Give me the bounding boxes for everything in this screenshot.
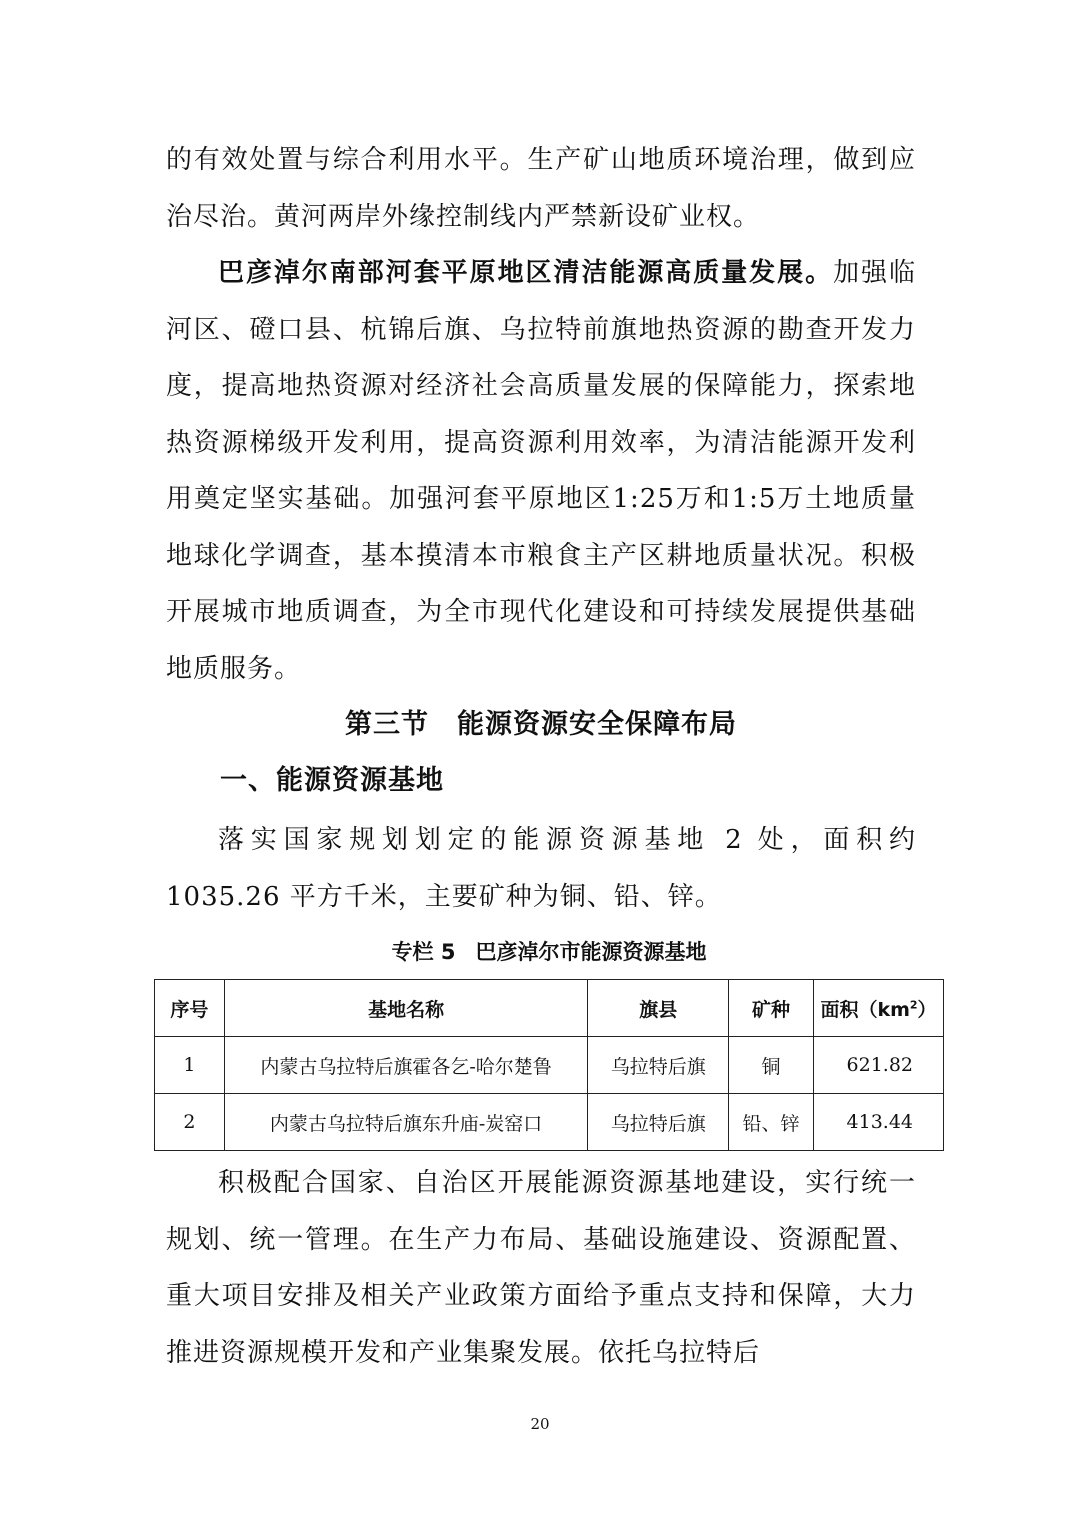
header-area-close: ） bbox=[917, 998, 937, 1021]
table-caption-title: 巴彦淖尔市能源资源基地 bbox=[475, 940, 707, 964]
header-mineral: 矿种 bbox=[729, 980, 814, 1037]
cell-index: 2 bbox=[155, 1094, 225, 1151]
bottom-paragraph: 积极配合国家、自治区开展能源资源基地建设，实行统一规划、统一管理。在生产力布局、基础设施建设、资源配置、重大项目安排及相关产业政策方面给予重点支持和保障，大力推进资源规模开发和产业集聚发展。依托乌拉特后 bbox=[166, 1168, 916, 1368]
section-heading: 能源资源安全保障布局 bbox=[457, 709, 737, 740]
bottom-text-block bbox=[166, 1155, 916, 1381]
energy-base-table bbox=[154, 979, 944, 1151]
cell-base-name: 内蒙古乌拉特后旗霍各乞-哈尔楚鲁 bbox=[224, 1037, 588, 1094]
table-header-row bbox=[155, 980, 944, 1037]
cell-area: 621.82 bbox=[813, 1037, 943, 1094]
subsection-title: 一、能源资源基地 bbox=[220, 765, 444, 796]
top-text-block bbox=[166, 132, 916, 697]
table-caption-number: 专栏 5 bbox=[391, 940, 456, 964]
cell-area: 413.44 bbox=[813, 1094, 943, 1151]
section-number: 第三节 bbox=[345, 709, 429, 740]
paragraph-clean-energy bbox=[166, 245, 916, 697]
cell-base-name: 内蒙古乌拉特后旗东升庙-炭窑口 bbox=[224, 1094, 588, 1151]
table-row bbox=[155, 1094, 944, 1151]
intro-text-block bbox=[166, 812, 916, 925]
cell-county: 乌拉特后旗 bbox=[588, 1037, 729, 1094]
paragraph-body: 加强临河区、磴口县、杭锦后旗、乌拉特前旗地热资源的勘查开发力度，提高地热资源对经济社会高质量发展的保障能力，探索地热资源梯级开发利用，提高资源利用效率，为清洁能源开发利用奠定坚实基础。加强河套平原地区1:25万和1:5万土地质量地球化学调查，基本摸清本市粮食主产区耕地质量状况。积极开展城市地质调查，为全市现代化建设和可持续发展提供基础地质服务。 bbox=[166, 258, 916, 684]
header-area-label: 面积（km bbox=[820, 998, 910, 1021]
header-area bbox=[813, 980, 943, 1037]
header-index: 序号 bbox=[155, 980, 225, 1037]
cell-mineral: 铅、锌 bbox=[729, 1094, 814, 1151]
cell-county: 乌拉特后旗 bbox=[588, 1094, 729, 1151]
header-county: 旗县 bbox=[588, 980, 729, 1037]
section-title bbox=[166, 700, 916, 750]
paragraph-continuation: 的有效处置与综合利用水平。生产矿山地质环境治理，做到应治尽治。黄河两岸外缘控制线内严禁新设矿业权。 bbox=[166, 145, 916, 232]
header-area-sup: 2 bbox=[909, 998, 918, 1012]
table-row bbox=[155, 1037, 944, 1094]
cell-index: 1 bbox=[155, 1037, 225, 1094]
page-number: 20 bbox=[530, 1415, 550, 1433]
header-base-name: 基地名称 bbox=[224, 980, 588, 1037]
cell-mineral: 铜 bbox=[729, 1037, 814, 1094]
table-caption bbox=[154, 932, 944, 972]
paragraph-lead-heading: 巴彦淖尔南部河套平原地区清洁能源高质量发展。 bbox=[218, 258, 834, 288]
intro-paragraph: 落实国家规划划定的能源资源基地 2 处，面积约 1035.26 平方千米，主要矿种为铜、铅、锌。 bbox=[166, 825, 916, 912]
